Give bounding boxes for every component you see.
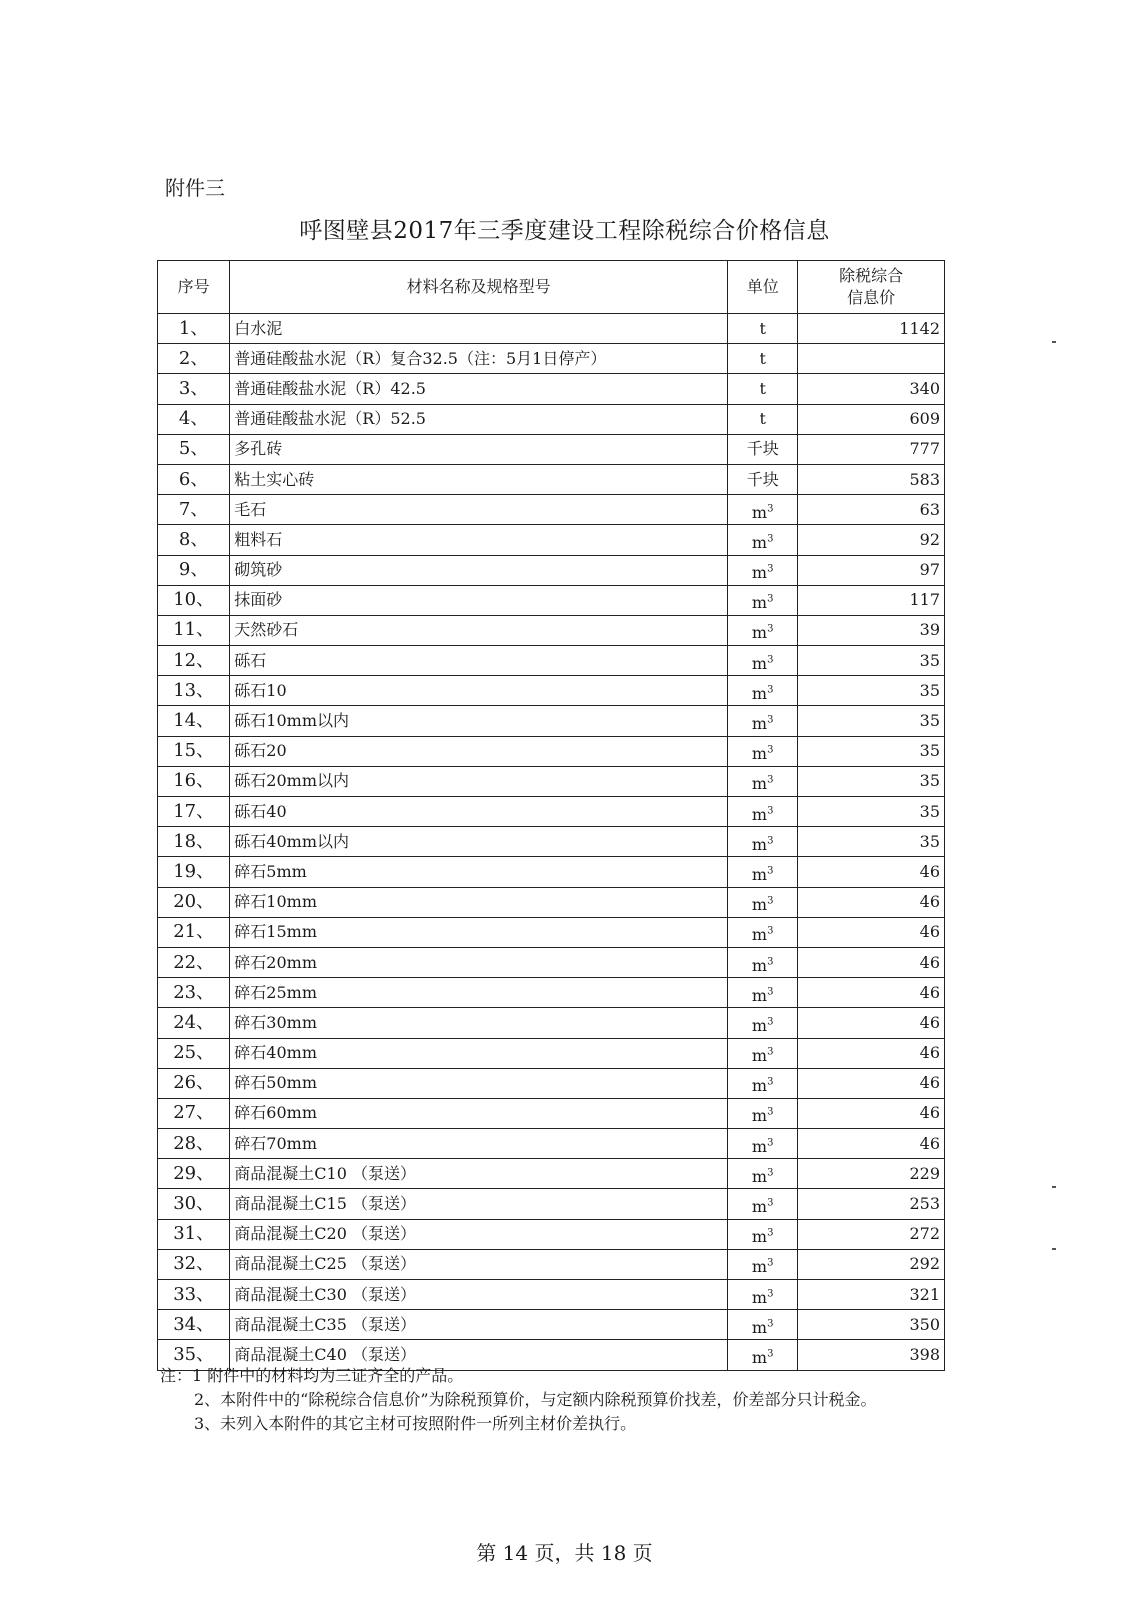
table-row (158, 917, 945, 947)
table-row (158, 525, 945, 555)
table-row (158, 555, 945, 585)
unit-value: m (751, 1347, 768, 1367)
row-number: 16、 (158, 766, 230, 796)
unit-superscript: 3 (767, 1288, 774, 1300)
unit-value: m (751, 563, 768, 583)
unit-superscript: 3 (767, 1107, 774, 1119)
material-name: 多孔砖 (230, 434, 728, 464)
header-unit: 单位 (728, 261, 798, 314)
table-row (158, 887, 945, 917)
price-value: 272 (798, 1219, 945, 1249)
price-value: 46 (798, 1129, 945, 1159)
table-row (158, 585, 945, 615)
unit-cell (728, 464, 798, 494)
scan-speck (1052, 341, 1056, 343)
material-name: 碎石5mm (230, 857, 728, 887)
notes (160, 1364, 930, 1436)
material-name: 砾石10 (230, 676, 728, 706)
unit-cell (728, 1008, 798, 1038)
table-row (158, 464, 945, 494)
unit-value: m (751, 864, 768, 884)
price-value: 46 (798, 1098, 945, 1128)
price-value: 35 (798, 797, 945, 827)
price-table (157, 260, 945, 1371)
unit-cell (728, 917, 798, 947)
price-value: 39 (798, 615, 945, 645)
row-number: 11、 (158, 615, 230, 645)
price-value: 350 (798, 1310, 945, 1340)
unit-superscript: 3 (767, 956, 774, 968)
unit-cell (728, 887, 798, 917)
unit-cell (728, 314, 798, 344)
row-number: 29、 (158, 1159, 230, 1189)
unit-superscript: 3 (767, 744, 774, 756)
header-price-line2: 信息价 (847, 288, 896, 307)
material-name: 普通硅酸盐水泥（R）42.5 (230, 374, 728, 404)
unit-superscript: 3 (767, 684, 774, 696)
price-value: 46 (798, 887, 945, 917)
material-name: 砾石40mm以内 (230, 827, 728, 857)
price-value: 35 (798, 706, 945, 736)
material-name: 碎石30mm (230, 1008, 728, 1038)
material-name: 碎石40mm (230, 1038, 728, 1068)
header-name: 材料名称及规格型号 (230, 261, 728, 314)
unit-value: m (751, 683, 768, 703)
unit-cell (728, 947, 798, 977)
material-name: 白水泥 (230, 314, 728, 344)
material-name: 砾石40 (230, 797, 728, 827)
unit-value: t (759, 409, 766, 429)
unit-cell (728, 1159, 798, 1189)
price-value: 92 (798, 525, 945, 555)
unit-superscript: 3 (767, 563, 774, 575)
material-name: 砾石 (230, 646, 728, 676)
row-number: 23、 (158, 978, 230, 1008)
table-body (158, 314, 945, 1371)
unit-value: m (751, 1076, 768, 1096)
row-number: 35、 (158, 1340, 230, 1370)
unit-cell (728, 1068, 798, 1098)
row-number: 30、 (158, 1189, 230, 1219)
unit-cell (728, 1129, 798, 1159)
unit-cell (728, 706, 798, 736)
unit-value: m (751, 1317, 768, 1337)
unit-value: m (751, 1227, 768, 1247)
table-row (158, 404, 945, 434)
unit-value: m (751, 1015, 768, 1035)
material-name: 碎石20mm (230, 947, 728, 977)
unit-cell (728, 978, 798, 1008)
table-row (158, 1310, 945, 1340)
table-row (158, 1038, 945, 1068)
unit-value: m (751, 955, 768, 975)
row-number: 13、 (158, 676, 230, 706)
table-row (158, 1219, 945, 1249)
row-number: 24、 (158, 1008, 230, 1038)
price-value: 46 (798, 1008, 945, 1038)
unit-value: m (751, 1046, 768, 1066)
unit-value: m (751, 774, 768, 794)
price-value: 46 (798, 1038, 945, 1068)
unit-cell (728, 1189, 798, 1219)
scan-speck (1052, 1248, 1056, 1250)
unit-cell (728, 766, 798, 796)
row-number: 12、 (158, 646, 230, 676)
material-name: 碎石25mm (230, 978, 728, 1008)
price-value: 46 (798, 857, 945, 887)
material-name: 商品混凝土C25 （泵送） (230, 1249, 728, 1279)
material-name: 碎石10mm (230, 887, 728, 917)
unit-superscript: 3 (767, 503, 774, 515)
price-value: 340 (798, 374, 945, 404)
price-value: 35 (798, 827, 945, 857)
unit-value: m (751, 714, 768, 734)
row-number: 18、 (158, 827, 230, 857)
unit-cell (728, 434, 798, 464)
price-value: 63 (798, 495, 945, 525)
unit-value: m (751, 1197, 768, 1217)
price-value: 97 (798, 555, 945, 585)
price-value (798, 344, 945, 374)
unit-superscript: 3 (767, 1076, 774, 1088)
scan-speck (1052, 1186, 1056, 1188)
document-title: 呼图壁县2017年三季度建设工程除税综合价格信息 (299, 218, 830, 244)
page-footer: 第 14 页，共 18 页 (476, 1541, 653, 1565)
unit-value: m (751, 623, 768, 643)
unit-superscript: 3 (767, 1167, 774, 1179)
table-row (158, 706, 945, 736)
table-row (158, 978, 945, 1008)
unit-superscript: 3 (767, 1348, 774, 1360)
unit-superscript: 3 (767, 1227, 774, 1239)
material-name: 天然砂石 (230, 615, 728, 645)
row-number: 17、 (158, 797, 230, 827)
unit-superscript: 3 (767, 865, 774, 877)
unit-superscript: 3 (767, 624, 774, 636)
row-number: 4、 (158, 404, 230, 434)
row-number: 32、 (158, 1249, 230, 1279)
unit-superscript: 3 (767, 1046, 774, 1058)
row-number: 2、 (158, 344, 230, 374)
unit-cell (728, 1098, 798, 1128)
row-number: 8、 (158, 525, 230, 555)
row-number: 3、 (158, 374, 230, 404)
unit-superscript: 3 (767, 714, 774, 726)
price-value: 35 (798, 766, 945, 796)
unit-cell (728, 676, 798, 706)
table-row (158, 857, 945, 887)
unit-superscript: 3 (767, 533, 774, 545)
unit-cell (728, 495, 798, 525)
material-name: 砾石20 (230, 736, 728, 766)
price-value: 398 (798, 1340, 945, 1370)
material-name: 碎石50mm (230, 1068, 728, 1098)
price-value: 321 (798, 1280, 945, 1310)
unit-superscript: 3 (767, 926, 774, 938)
material-name: 商品混凝土C10 （泵送） (230, 1159, 728, 1189)
price-value: 253 (798, 1189, 945, 1219)
unit-value: m (751, 532, 768, 552)
unit-value: 千块 (746, 469, 779, 489)
price-value: 46 (798, 978, 945, 1008)
price-value: 229 (798, 1159, 945, 1189)
material-name: 商品混凝土C40 （泵送） (230, 1340, 728, 1370)
row-number: 22、 (158, 947, 230, 977)
price-value: 117 (798, 585, 945, 615)
row-number: 14、 (158, 706, 230, 736)
unit-value: m (751, 985, 768, 1005)
table-row (158, 827, 945, 857)
unit-superscript: 3 (767, 1016, 774, 1028)
material-name: 商品混凝土C35 （泵送） (230, 1310, 728, 1340)
price-value: 35 (798, 646, 945, 676)
material-name: 碎石15mm (230, 917, 728, 947)
material-name: 普通硅酸盐水泥（R）52.5 (230, 404, 728, 434)
unit-cell (728, 1249, 798, 1279)
price-value: 35 (798, 676, 945, 706)
table-row (158, 1008, 945, 1038)
note-1: 注：1 附件中的材料均为三证齐全的产品。 (160, 1366, 464, 1385)
material-name: 粗料石 (230, 525, 728, 555)
unit-superscript: 3 (767, 654, 774, 666)
material-name: 砾石10mm以内 (230, 706, 728, 736)
table-row (158, 797, 945, 827)
unit-value: m (751, 502, 768, 522)
unit-value: m (751, 653, 768, 673)
unit-cell (728, 827, 798, 857)
table-row (158, 646, 945, 676)
unit-value: m (751, 1257, 768, 1277)
unit-value: m (751, 925, 768, 945)
header-price-line1: 除税综合 (839, 266, 904, 285)
price-value: 292 (798, 1249, 945, 1279)
unit-cell (728, 525, 798, 555)
unit-superscript: 3 (767, 835, 774, 847)
unit-superscript: 3 (767, 1197, 774, 1209)
table-row (158, 1098, 945, 1128)
table-row (158, 1129, 945, 1159)
row-number: 21、 (158, 917, 230, 947)
row-number: 1、 (158, 314, 230, 344)
material-name: 毛石 (230, 495, 728, 525)
table-row (158, 1159, 945, 1189)
price-value: 46 (798, 917, 945, 947)
price-value: 46 (798, 947, 945, 977)
price-value: 1142 (798, 314, 945, 344)
row-number: 34、 (158, 1310, 230, 1340)
unit-cell (728, 1038, 798, 1068)
row-number: 28、 (158, 1129, 230, 1159)
unit-value: t (759, 348, 766, 368)
price-value: 46 (798, 1068, 945, 1098)
unit-cell (728, 374, 798, 404)
unit-cell (728, 797, 798, 827)
unit-cell (728, 736, 798, 766)
price-value: 609 (798, 404, 945, 434)
unit-cell (728, 1219, 798, 1249)
unit-cell (728, 1280, 798, 1310)
table-row (158, 1249, 945, 1279)
unit-cell (728, 646, 798, 676)
unit-cell (728, 1310, 798, 1340)
unit-value: m (751, 895, 768, 915)
unit-cell (728, 615, 798, 645)
header-price (798, 261, 945, 314)
row-number: 6、 (158, 464, 230, 494)
material-name: 抹面砂 (230, 585, 728, 615)
unit-value: m (751, 744, 768, 764)
row-number: 19、 (158, 857, 230, 887)
unit-cell (728, 857, 798, 887)
row-number: 27、 (158, 1098, 230, 1128)
table-row (158, 1189, 945, 1219)
table-row (158, 1068, 945, 1098)
unit-value: m (751, 1136, 768, 1156)
material-name: 商品混凝土C30 （泵送） (230, 1280, 728, 1310)
table-row (158, 736, 945, 766)
table-row (158, 676, 945, 706)
table-row (158, 374, 945, 404)
unit-value: m (751, 1166, 768, 1186)
material-name: 砌筑砂 (230, 555, 728, 585)
material-name: 粘土实心砖 (230, 464, 728, 494)
row-number: 7、 (158, 495, 230, 525)
row-number: 26、 (158, 1068, 230, 1098)
table-row (158, 947, 945, 977)
price-value: 35 (798, 736, 945, 766)
row-number: 20、 (158, 887, 230, 917)
table-row (158, 314, 945, 344)
unit-value: m (751, 804, 768, 824)
material-name: 碎石70mm (230, 1129, 728, 1159)
table-row (158, 766, 945, 796)
material-name: 砾石20mm以内 (230, 766, 728, 796)
unit-superscript: 3 (767, 1258, 774, 1270)
unit-value: m (751, 834, 768, 854)
table-row (158, 615, 945, 645)
table-header-row (158, 261, 945, 314)
note-3: 3、未列入本附件的其它主材可按照附件一所列主材价差执行。 (194, 1414, 637, 1433)
row-number: 33、 (158, 1280, 230, 1310)
unit-superscript: 3 (767, 1318, 774, 1330)
material-name: 碎石60mm (230, 1098, 728, 1128)
material-name: 商品混凝土C20 （泵送） (230, 1219, 728, 1249)
unit-cell (728, 344, 798, 374)
unit-value: t (759, 318, 766, 338)
price-value: 583 (798, 464, 945, 494)
table-row (158, 434, 945, 464)
row-number: 10、 (158, 585, 230, 615)
row-number: 5、 (158, 434, 230, 464)
header-no: 序号 (158, 261, 230, 314)
row-number: 25、 (158, 1038, 230, 1068)
unit-value: m (751, 1287, 768, 1307)
material-name: 普通硅酸盐水泥（R）复合32.5（注：5月1日停产） (230, 344, 728, 374)
unit-value: m (751, 593, 768, 613)
unit-cell (728, 404, 798, 434)
row-number: 31、 (158, 1219, 230, 1249)
unit-cell (728, 585, 798, 615)
table-row (158, 1280, 945, 1310)
unit-value: m (751, 1106, 768, 1126)
unit-superscript: 3 (767, 593, 774, 605)
unit-superscript: 3 (767, 1137, 774, 1149)
unit-value: 千块 (746, 439, 779, 459)
unit-superscript: 3 (767, 895, 774, 907)
table-row (158, 344, 945, 374)
row-number: 15、 (158, 736, 230, 766)
price-value: 777 (798, 434, 945, 464)
unit-superscript: 3 (767, 805, 774, 817)
note-2: 2、本附件中的“除税综合信息价”为除税预算价，与定额内除税预算价找差，价差部分只计税金。 (194, 1390, 877, 1409)
material-name: 商品混凝土C15 （泵送） (230, 1189, 728, 1219)
row-number: 9、 (158, 555, 230, 585)
attachment-label: 附件三 (165, 176, 225, 200)
unit-value: t (759, 378, 766, 398)
unit-superscript: 3 (767, 775, 774, 787)
unit-cell (728, 555, 798, 585)
unit-superscript: 3 (767, 986, 774, 998)
table-row (158, 495, 945, 525)
